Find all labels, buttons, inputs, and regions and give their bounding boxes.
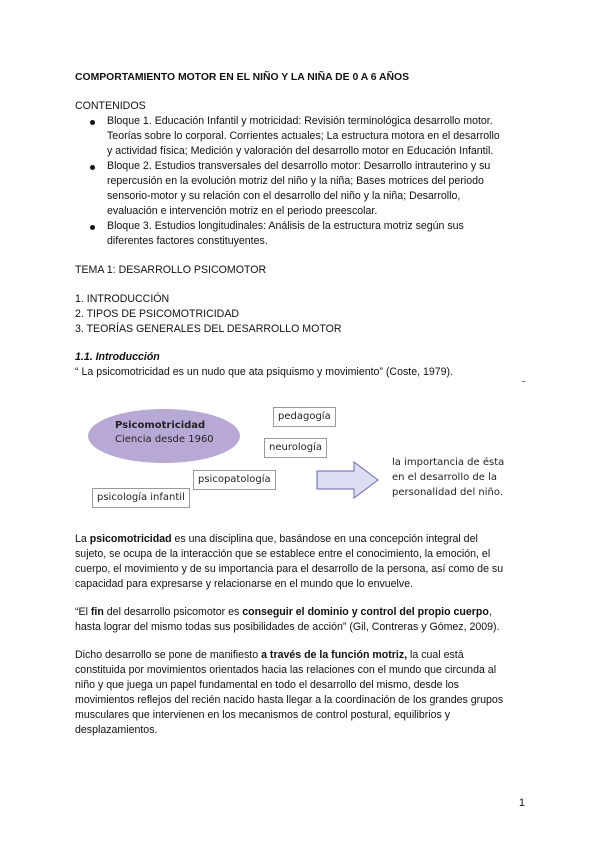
bullet-line: Bloque 2. Estudios transversales del desarrollo motor: Desarrollo intrauterino y su <box>107 160 491 172</box>
bullet-line: evaluación e intervención motriz en el periodo preescolar. <box>107 205 378 217</box>
bold-term: fin <box>90 606 104 618</box>
ellipse-title: Psicomotricidad <box>115 420 206 431</box>
index-item: 2. TIPOS DE PSICOMOTRICIDAD <box>75 308 240 320</box>
index-item: 3. TEORÍAS GENERALES DEL DESARROLLO MOTOR <box>75 323 342 335</box>
para1-line: capacidad para expresarse y relacionarse en el mundo que lo envuelve. <box>75 578 414 590</box>
box-psicopatologia: psicopatología <box>193 470 276 490</box>
bullet-dot <box>90 225 95 230</box>
text-run: es una disciplina que, basándose en una concepción integral del <box>171 533 478 545</box>
bold-term: a través de la función motriz, <box>261 649 408 661</box>
para2-line <box>75 605 492 620</box>
text-run: la cual está <box>407 649 464 661</box>
bullet-line: Bloque 3. Estudios longitudinales: Análisis de la estructura motriz según sus <box>107 220 464 232</box>
text-run: Dicho desarrollo se pone de manifiesto <box>75 649 262 661</box>
bullet-dot <box>90 120 95 125</box>
para3-line: desplazamientos. <box>75 724 158 736</box>
ellipse-subtitle: Ciencia desde 1960 <box>115 434 214 445</box>
box-psicologia-infantil: psicología infantil <box>92 488 190 508</box>
bullet-dot <box>90 165 95 170</box>
para1-line: sujeto, se ocupa de la interacción que se establece entre el conocimiento, la emoción, el <box>75 548 491 560</box>
index-item: 1. INTRODUCCIÓN <box>75 293 170 305</box>
para3-line <box>75 648 464 663</box>
importance-line: personalidad del niño. <box>392 487 503 498</box>
para1-line <box>75 532 478 547</box>
bullet-line: sensorio-motor y su relación con el desarrollo del niño y la niña; Desarrollo, <box>107 190 461 202</box>
para2-line: hasta lograr del mismo todas sus posibilidades de acción” (Gil, Contreras y Gómez, 2009). <box>75 621 500 633</box>
importance-line: la importancia de ésta <box>392 457 505 468</box>
para3-line: constituida por movimientos orientados hacia las relaciones con el mundo que circunda al <box>75 664 497 676</box>
para1-line: cuerpo, el movimiento y de su importancia para el desarrollo de la persona, así como de su <box>75 563 504 575</box>
bullet-line: y actividad física; Medición y valoración del desarrollo motor en Educación Infantil. <box>107 145 494 157</box>
page-number: 1 <box>519 797 525 809</box>
text-run: , <box>488 606 492 618</box>
para3-line: movimientos reflejos del recién nacido hasta llegar a la coordinación de los grandes grupos <box>75 694 504 706</box>
text-run: “El <box>75 606 91 618</box>
bold-term: conseguir el dominio y control del propio cuerpo <box>242 606 489 618</box>
bullet-line: Teorías sobre lo corporal. Corrientes actuales; La estructura motora en el desarrollo <box>107 130 500 142</box>
bullet-line: repercusión en la evolución motriz del niño y la niña; Bases motrices del periodo <box>107 175 484 187</box>
bullet-line: Bloque 1. Educación Infantil y motricidad: Revisión terminológica desarrollo motor. <box>107 115 493 127</box>
text-run: del desarrollo psicomotor es <box>103 606 243 618</box>
para3-line: niño y que juega un papel fundamental en todo el desarrollo del mismo, desde los <box>75 679 459 691</box>
bullet-line: diferentes factores constituyentes. <box>107 235 268 247</box>
box-neurologia: neurología <box>264 438 327 458</box>
importance-line: en el desarrollo de la <box>392 472 497 483</box>
contenidos-label: CONTENIDOS <box>75 100 146 112</box>
box-pedagogia: pedagogía <box>273 407 336 427</box>
tema-heading: TEMA 1: DESARROLLO PSICOMOTOR <box>75 264 267 276</box>
bold-term: psicomotricidad <box>89 533 172 545</box>
document-title: COMPORTAMIENTO MOTOR EN EL NIÑO Y LA NIÑA DE 0 A 6 AÑOS <box>75 72 410 83</box>
para3-line: musculares que intervienen en los mecanismos de control postural, equilibrios y <box>75 709 451 721</box>
subheading: 1.1. Introducción <box>75 351 160 363</box>
text-run: La <box>75 533 90 545</box>
right-arrow-icon <box>316 460 380 500</box>
stray-mark <box>522 381 525 382</box>
coste-quote: “ La psicomotricidad es un nudo que ata psiquismo y movimiento” (Coste, 1979). <box>75 366 454 378</box>
